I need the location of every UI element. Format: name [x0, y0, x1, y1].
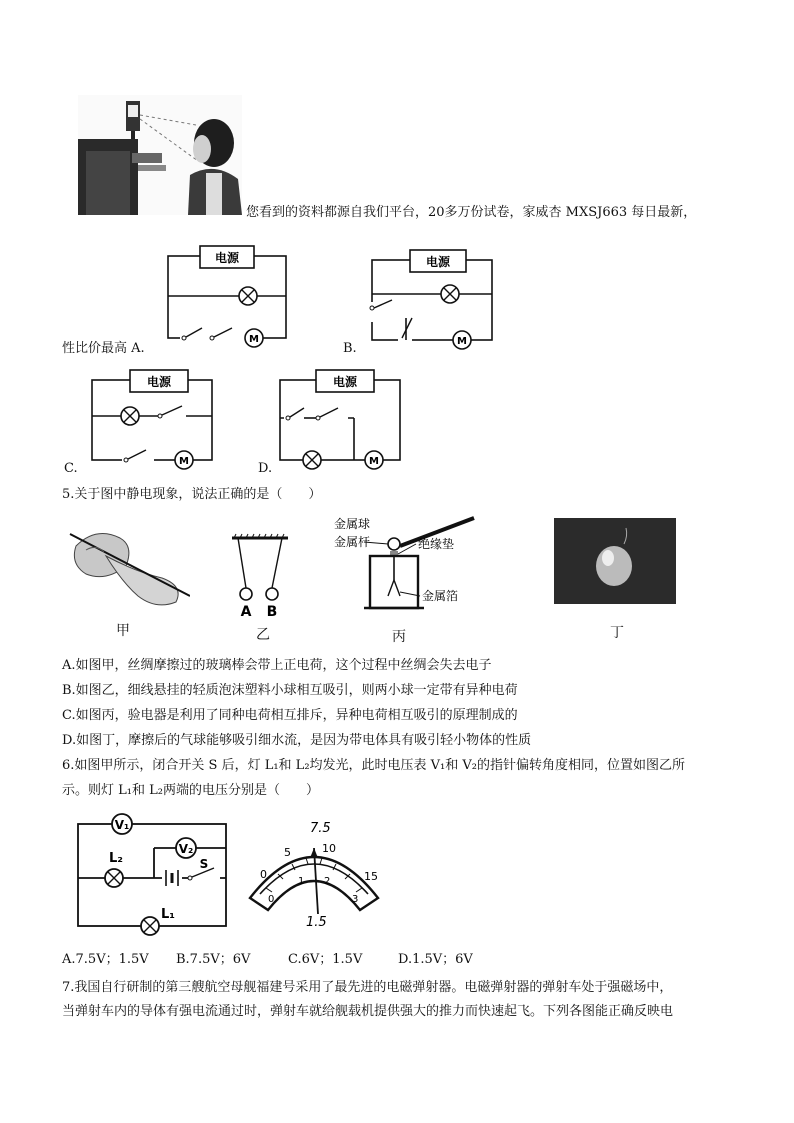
svg-text:V₁: V₁	[114, 818, 130, 832]
svg-text:7.5: 7.5	[310, 821, 331, 836]
circuit-option-a	[160, 244, 294, 352]
svg-text:L₂: L₂	[109, 851, 123, 866]
svg-text:3: 3	[352, 894, 359, 905]
caption-yi: 乙	[256, 627, 270, 643]
figure-q6-circuit	[70, 812, 236, 944]
q7-stem-line1: 7.我国自行研制的第三艘航空母舰福建号采用了最先进的电磁弹射器。电磁弹射器的弹射车处于强磁场中，	[62, 980, 673, 995]
svg-text:15: 15	[364, 870, 378, 883]
q6-option-a: A.7.5V；1.5V	[62, 952, 149, 967]
svg-text:M: M	[179, 456, 189, 467]
q5-option-b: B.如图乙，细线悬挂的轻质泡沫塑料小球相互吸引，则两小球一定带有异种电荷	[62, 683, 518, 698]
svg-text:金属杆: 金属杆	[334, 535, 371, 549]
svg-text:S: S	[199, 857, 209, 871]
q5-option-d: D.如图丁，摩擦后的气球能够吸引细水流，是因为带电体具有吸引轻小物体的性质	[62, 733, 532, 748]
svg-text:1: 1	[298, 876, 305, 887]
svg-text:V₂: V₂	[178, 842, 194, 856]
svg-text:金属球: 金属球	[334, 517, 371, 531]
caption-jia: 甲	[116, 623, 130, 639]
svg-text:M: M	[457, 336, 467, 347]
svg-text:10: 10	[322, 842, 336, 855]
q6-option-d: D.1.5V；6V	[398, 952, 473, 967]
q5-stem: 5.关于图中静电现象，说法正确的是（ ）	[62, 487, 322, 502]
figure-ding-balloon	[554, 518, 676, 604]
svg-text:金属箔: 金属箔	[422, 589, 459, 603]
option-c-label: C.	[64, 461, 78, 476]
projector-photo	[78, 95, 242, 215]
svg-text:电源: 电源	[214, 251, 240, 265]
figure-q6-voltmeter-dial	[244, 818, 384, 930]
circuit-option-b	[362, 246, 498, 352]
figure-yi-hanging-balls	[226, 532, 296, 622]
svg-text:电源: 电源	[425, 255, 451, 269]
option-b-label: B.	[343, 341, 357, 356]
svg-text:0: 0	[268, 894, 275, 905]
caption-bing: 丙	[392, 629, 406, 645]
q6-stem-line2: 示。则灯 L₁和 L₂两端的电压分别是（ ）	[62, 783, 319, 798]
svg-text:5: 5	[284, 846, 291, 859]
svg-text:B: B	[266, 604, 278, 620]
svg-text:0: 0	[260, 868, 267, 881]
q6-option-b: B.7.5V；6V	[176, 952, 251, 967]
q7-stem-line2: 当弹射车内的导体有强电流通过时，弹射车就给舰载机提供强大的推力而快速起飞。下列各图能正确反映电	[62, 1004, 674, 1019]
circuit-option-c	[84, 366, 218, 472]
figure-bing-electroscope	[334, 514, 484, 620]
q6-stem-line1: 6.如图甲所示，闭合开关 S 后，灯 L₁和 L₂均发光，此时电压表 V₁和 V₂的指针偏转角度相同，位置如图乙所	[62, 758, 685, 773]
option-a-label: 性比价最高 A.	[62, 341, 145, 356]
figure-jia-rubbing-rod	[66, 516, 190, 612]
source-notice: 您看到的资料都源自我们平台，20多万份试卷，家威杏 MXSJ663 每日最新，	[246, 205, 697, 220]
svg-text:绝缘垫: 绝缘垫	[418, 537, 455, 551]
svg-text:L₁: L₁	[161, 907, 175, 922]
svg-text:电源: 电源	[146, 375, 172, 389]
svg-text:2: 2	[324, 876, 331, 887]
svg-text:电源: 电源	[332, 375, 358, 389]
svg-text:1.5: 1.5	[306, 915, 327, 930]
option-d-label: D.	[258, 461, 273, 476]
svg-text:M: M	[249, 334, 259, 345]
q6-option-c: C.6V；1.5V	[288, 952, 363, 967]
circuit-option-d	[270, 366, 406, 472]
q5-option-c: C.如图丙，验电器是利用了同种电荷相互排斥，异种电荷相互吸引的原理制成的	[62, 708, 518, 723]
svg-text:M: M	[369, 456, 379, 467]
q5-option-a: A.如图甲，丝绸摩擦过的玻璃棒会带上正电荷，这个过程中丝绸会失去电子	[62, 658, 492, 673]
caption-ding: 丁	[610, 625, 624, 641]
svg-text:A: A	[240, 604, 252, 620]
